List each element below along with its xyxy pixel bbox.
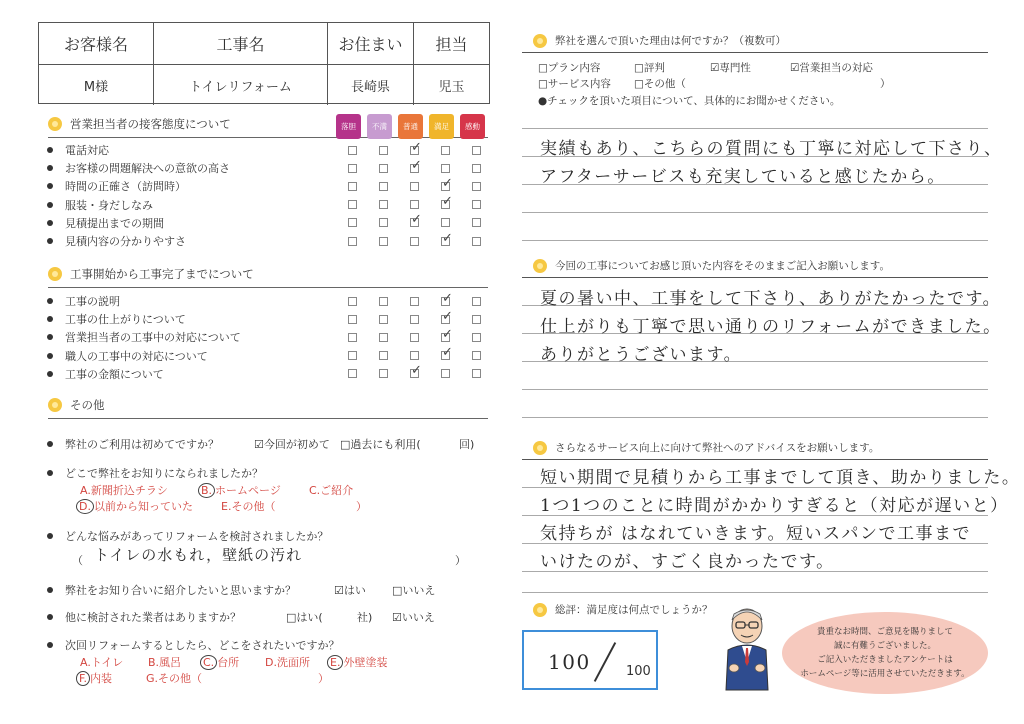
survey-row: [47, 310, 487, 328]
rating-checkboxes: [348, 333, 481, 342]
rating-checkbox[interactable]: [441, 315, 450, 324]
survey-row-label: 営業担当者の工事中の対応について: [65, 331, 241, 345]
option-other[interactable]: E.その他（: [221, 500, 276, 513]
option-referral[interactable]: C.ご紹介: [309, 484, 354, 497]
option-other[interactable]: □その他（: [634, 78, 686, 90]
question-title: 総評：満足度は何点でしょうか？: [555, 604, 713, 616]
thanks-line: 誠に有難うございました。: [833, 641, 936, 651]
rating-checkboxes: [348, 297, 481, 306]
option-expertise[interactable]: ☑専門性: [710, 62, 751, 74]
rating-checkbox[interactable]: [472, 369, 481, 378]
rating-checkbox[interactable]: [472, 218, 481, 227]
rating-checkbox[interactable]: [441, 369, 450, 378]
bullet: [47, 353, 53, 359]
option-other-close: ）: [880, 78, 891, 90]
rating-checkboxes: [348, 315, 481, 324]
rating-checkbox[interactable]: [348, 237, 357, 246]
option-bath[interactable]: B.風呂: [148, 656, 182, 669]
rating-checkbox[interactable]: [348, 315, 357, 324]
rating-checkbox[interactable]: [472, 315, 481, 324]
bullet: [47, 614, 53, 620]
rating-checkbox[interactable]: [348, 218, 357, 227]
rating-checkbox[interactable]: [472, 297, 481, 306]
rating-checkbox[interactable]: [472, 164, 481, 173]
question-title: 弊社を選んで頂いた理由は何ですか？（複数可）: [555, 35, 786, 47]
thanks-line: ホームページ等に活用させていただきます。: [800, 669, 970, 679]
question-how-found: [47, 465, 263, 481]
question-recommend: [47, 582, 296, 598]
address-value: 長崎県: [328, 65, 414, 105]
writing-line: [522, 417, 988, 418]
survey-row-label: 工事の仕上がりについて: [65, 313, 186, 327]
rating-scale-header: [336, 114, 485, 139]
bullet: [47, 334, 53, 340]
option-no[interactable]: □いいえ: [392, 584, 436, 597]
handwritten-answer-line: ありがとうございます。: [540, 345, 743, 365]
rating-checkbox[interactable]: [441, 200, 450, 209]
section-title: その他: [70, 398, 105, 412]
option-first-time[interactable]: ☑今回が初めて: [254, 438, 330, 451]
question-title: さらなるサービス向上に向けて弊社へのアドバイスをお願いします。: [555, 442, 880, 454]
bullet: [47, 470, 53, 476]
header-staff-label: 担当: [435, 35, 468, 54]
circle-mark: B.: [198, 483, 215, 498]
survey-row: [47, 347, 487, 365]
option-known-before[interactable]: [76, 498, 193, 514]
bullet: [47, 298, 53, 304]
rating-checkbox[interactable]: [410, 297, 419, 306]
option-label: 内装: [90, 672, 113, 685]
option-washroom[interactable]: D.洗面所: [265, 656, 310, 669]
rating-checkbox[interactable]: [348, 369, 357, 378]
bullet: [47, 371, 53, 377]
paren-close: ）: [455, 554, 466, 567]
rating-checkbox[interactable]: [472, 351, 481, 360]
option-yes[interactable]: ☑はい: [334, 584, 366, 597]
reason-question: [533, 33, 786, 48]
rating-checkbox[interactable]: [472, 237, 481, 246]
flower-icon: [48, 398, 62, 412]
question-text: 次回リフォームするとしたら、どこをされたいですか？: [65, 639, 340, 652]
section-construction: [48, 266, 254, 282]
header-customer-label: お客様名: [39, 23, 154, 64]
rating-checkbox[interactable]: [379, 164, 388, 173]
handwritten-concerns: トイレの水もれ，壁紙の汚れ: [94, 546, 303, 564]
option-plan[interactable]: □プラン内容: [538, 62, 601, 74]
rating-checkbox[interactable]: [441, 297, 450, 306]
rating-checkbox[interactable]: [379, 182, 388, 191]
rating-badge-average: 普通: [398, 114, 423, 139]
bullet: [47, 441, 53, 447]
option-interior[interactable]: [76, 670, 112, 686]
circle-mark: F.: [76, 671, 90, 686]
question-other-vendors: [47, 609, 241, 625]
rating-checkbox[interactable]: [410, 369, 419, 378]
question-first-time: [47, 436, 219, 452]
option-other[interactable]: G.その他（: [146, 672, 203, 685]
rating-checkbox[interactable]: [441, 146, 450, 155]
handwritten-answer-line: アフターサービスも充実していると感じたから。: [540, 167, 946, 187]
section-title: 工事開始から工事完了までについて: [70, 267, 254, 281]
option-label: 以前から知っていた: [93, 500, 193, 513]
rating-checkbox[interactable]: [410, 200, 419, 209]
rating-checkbox[interactable]: [348, 146, 357, 155]
rating-checkbox[interactable]: [441, 218, 450, 227]
option-exterior-paint[interactable]: [327, 654, 387, 670]
customer-name: M様: [39, 65, 154, 105]
survey-row: [47, 177, 487, 195]
thanks-line: 貴重なお時間、ご意見を賜りまして: [816, 627, 953, 637]
bullet: [47, 202, 53, 208]
option-reputation[interactable]: □評判: [634, 62, 665, 74]
rating-checkbox[interactable]: [441, 237, 450, 246]
option-label: 台所: [217, 656, 240, 669]
option-yes[interactable]: □はい(: [286, 611, 323, 624]
rating-badge-impressed: 感動: [460, 114, 485, 139]
divider: [48, 418, 488, 419]
option-no[interactable]: ☑いいえ: [392, 611, 435, 624]
rating-checkbox[interactable]: [410, 164, 419, 173]
bullet: [47, 183, 53, 189]
rating-checkbox[interactable]: [441, 351, 450, 360]
question-text: どんな悩みがあってリフォームを検討されましたか？: [65, 530, 329, 543]
rating-checkbox[interactable]: [348, 333, 357, 342]
rating-checkbox[interactable]: [379, 315, 388, 324]
survey-row-label: 時間の正確さ（訪問時）: [65, 180, 186, 194]
rating-checkbox[interactable]: [379, 146, 388, 155]
rating-checkboxes: [348, 182, 481, 191]
survey-row: [47, 292, 487, 310]
circle-mark: D.: [76, 499, 94, 514]
question-text: どこで弊社をお知りになられましたか？: [65, 467, 263, 480]
bullet: [47, 533, 53, 539]
rating-checkbox[interactable]: [441, 164, 450, 173]
rating-checkbox[interactable]: [379, 200, 388, 209]
survey-row: [47, 159, 487, 177]
rating-checkbox[interactable]: [379, 333, 388, 342]
survey-row-label: 服装・身だしなみ: [65, 198, 153, 212]
rating-checkbox[interactable]: [410, 182, 419, 191]
writing-line: [522, 128, 988, 129]
option-label: 外壁塗装: [343, 656, 388, 669]
rating-checkbox[interactable]: [379, 369, 388, 378]
rating-checkbox[interactable]: [410, 315, 419, 324]
rating-checkbox[interactable]: [348, 351, 357, 360]
thanks-line: ご記入いただきましたアンケートは: [817, 655, 953, 665]
option-used-before[interactable]: □過去にも利用(: [340, 438, 421, 451]
bullet: [47, 316, 53, 322]
writing-line: [522, 389, 988, 390]
paren-open: （: [72, 554, 83, 567]
rating-checkbox[interactable]: [410, 218, 419, 227]
rating-checkbox[interactable]: [348, 164, 357, 173]
flower-icon: [533, 441, 547, 455]
flower-icon: [533, 259, 547, 273]
survey-row-label: 電話対応: [65, 144, 109, 157]
rating-checkboxes: [348, 200, 481, 209]
score-question: [533, 602, 713, 617]
instruction-note: ●チェックを頂いた項目について、具体的にお聞かせください。: [538, 95, 841, 107]
rating-checkbox[interactable]: [379, 237, 388, 246]
rating-checkbox[interactable]: [472, 333, 481, 342]
rating-checkbox[interactable]: [410, 333, 419, 342]
section-title: 営業担当者の接客態度について: [70, 117, 231, 131]
option-newspaper[interactable]: A.新聞折込チラシ: [80, 484, 168, 497]
bullet: [47, 587, 53, 593]
circle-mark: C.: [200, 655, 217, 670]
rating-checkboxes: [348, 369, 481, 378]
question-text: 他に検討された業者はありますか？: [65, 611, 241, 624]
rating-checkbox[interactable]: [472, 146, 481, 155]
handwritten-answer-line: 1つ1つのことに時間がかかりすぎると（対応が遅いと）: [540, 496, 1009, 516]
flower-icon: [533, 34, 547, 48]
handwritten-answer-line: 実績もあり、こちらの質問にも丁寧に対応して下さり、: [540, 139, 1003, 159]
divider: [522, 459, 988, 460]
rating-checkbox[interactable]: [348, 182, 357, 191]
question-concerns: [47, 528, 328, 544]
mascot-figure-icon: [716, 604, 778, 692]
option-other-close: ）: [356, 500, 367, 513]
survey-row-label: 見積提出までの期間: [65, 216, 164, 230]
bullet: [47, 238, 53, 244]
rating-checkbox[interactable]: [472, 182, 481, 191]
work-name: トイレリフォーム: [154, 65, 328, 105]
rating-checkbox[interactable]: [379, 297, 388, 306]
header-address-label: お住まい: [328, 23, 414, 64]
option-kitchen[interactable]: [200, 654, 239, 670]
option-toilet[interactable]: A.トイレ: [80, 656, 124, 669]
survey-row: [47, 141, 487, 159]
survey-row: [47, 214, 487, 232]
question-text: 弊社のご利用は初めてですか？: [65, 438, 219, 451]
rating-checkbox[interactable]: [379, 351, 388, 360]
flower-icon: [533, 603, 547, 617]
thank-you-bubble: [782, 612, 988, 694]
rating-badge-dissatisfied: 不満: [367, 114, 392, 139]
customer-info-table: [38, 22, 490, 104]
writing-line: [522, 240, 988, 241]
option-service[interactable]: □サービス内容: [538, 78, 611, 90]
writing-line: [522, 592, 988, 593]
rating-checkbox[interactable]: [410, 237, 419, 246]
circle-mark: E.: [327, 655, 343, 670]
handwritten-answer-line: 夏の暑い中、工事をして下さり、ありがたかったです。: [540, 289, 1002, 309]
writing-line: [522, 212, 988, 213]
impression-question: [533, 258, 890, 273]
option-label: ホームページ: [215, 484, 281, 497]
survey-row: [47, 232, 487, 250]
divider: [522, 277, 988, 278]
rating-badge-disappointed: 落胆: [336, 114, 361, 139]
question-text: 弊社をお知り合いに紹介したいと思いますか？: [65, 584, 296, 597]
flower-icon: [48, 267, 62, 281]
rating-checkboxes: [348, 218, 481, 227]
survey-row-label: 工事の説明: [65, 295, 120, 308]
option-other-close: ）: [318, 672, 329, 685]
survey-row-label: お客様の問題解決への意欲の高さ: [65, 162, 230, 176]
rating-checkbox[interactable]: [472, 200, 481, 209]
section-sales-attitude: [48, 116, 231, 132]
rating-checkboxes: [348, 351, 481, 360]
score-max: 100: [626, 664, 651, 679]
handwritten-answer-line: 仕上がりも丁寧で思い通りのリフォームができました。: [540, 317, 1002, 337]
rating-checkbox[interactable]: [348, 200, 357, 209]
rating-checkbox[interactable]: [441, 182, 450, 191]
rating-checkbox[interactable]: [379, 218, 388, 227]
staff-name: 児玉: [438, 79, 465, 95]
survey-row-label: 見積内容の分かりやすさ: [65, 235, 186, 248]
header-work-label: 工事名: [154, 23, 328, 64]
flower-icon: [48, 117, 62, 131]
section-other: [48, 397, 105, 413]
bullet: [47, 220, 53, 226]
survey-row-label: 職人の工事中の対応について: [65, 349, 208, 363]
handwritten-answer-line: いけたのが、すごく良かったです。: [540, 552, 835, 572]
option-times: 回): [459, 438, 475, 451]
divider: [522, 52, 988, 53]
rating-checkbox[interactable]: [410, 146, 419, 155]
rating-checkboxes: [348, 164, 481, 173]
bullet: [47, 642, 53, 648]
rating-checkbox[interactable]: [410, 351, 419, 360]
survey-row: [47, 365, 487, 383]
bullet: [47, 147, 53, 153]
rating-badge-satisfied: 満足: [429, 114, 454, 139]
rating-checkboxes: [348, 237, 481, 246]
option-sales-response[interactable]: ☑営業担当の対応: [790, 62, 873, 74]
option-company-count: 社): [357, 611, 373, 624]
rating-checkboxes: [348, 146, 481, 155]
option-homepage[interactable]: [198, 482, 281, 498]
rating-checkbox[interactable]: [441, 333, 450, 342]
handwritten-answer-line: 気持ちが はなれていきます。短いスパンで工事まで: [540, 524, 972, 544]
advice-question: [533, 440, 879, 455]
rating-checkbox[interactable]: [348, 297, 357, 306]
handwritten-score: 100: [548, 650, 591, 674]
survey-row: [47, 196, 487, 214]
bullet: [47, 165, 53, 171]
question-title: 今回の工事についてお感じ頂いた内容をそのままご記入お願いします。: [555, 260, 890, 272]
divider: [48, 287, 488, 288]
handwritten-answer-line: 短い期間で見積りから工事までして頂き、助かりました。: [540, 468, 1021, 488]
survey-row-label: 工事の金額について: [65, 367, 164, 381]
question-next-reform: [47, 637, 339, 653]
survey-row: [47, 328, 487, 346]
